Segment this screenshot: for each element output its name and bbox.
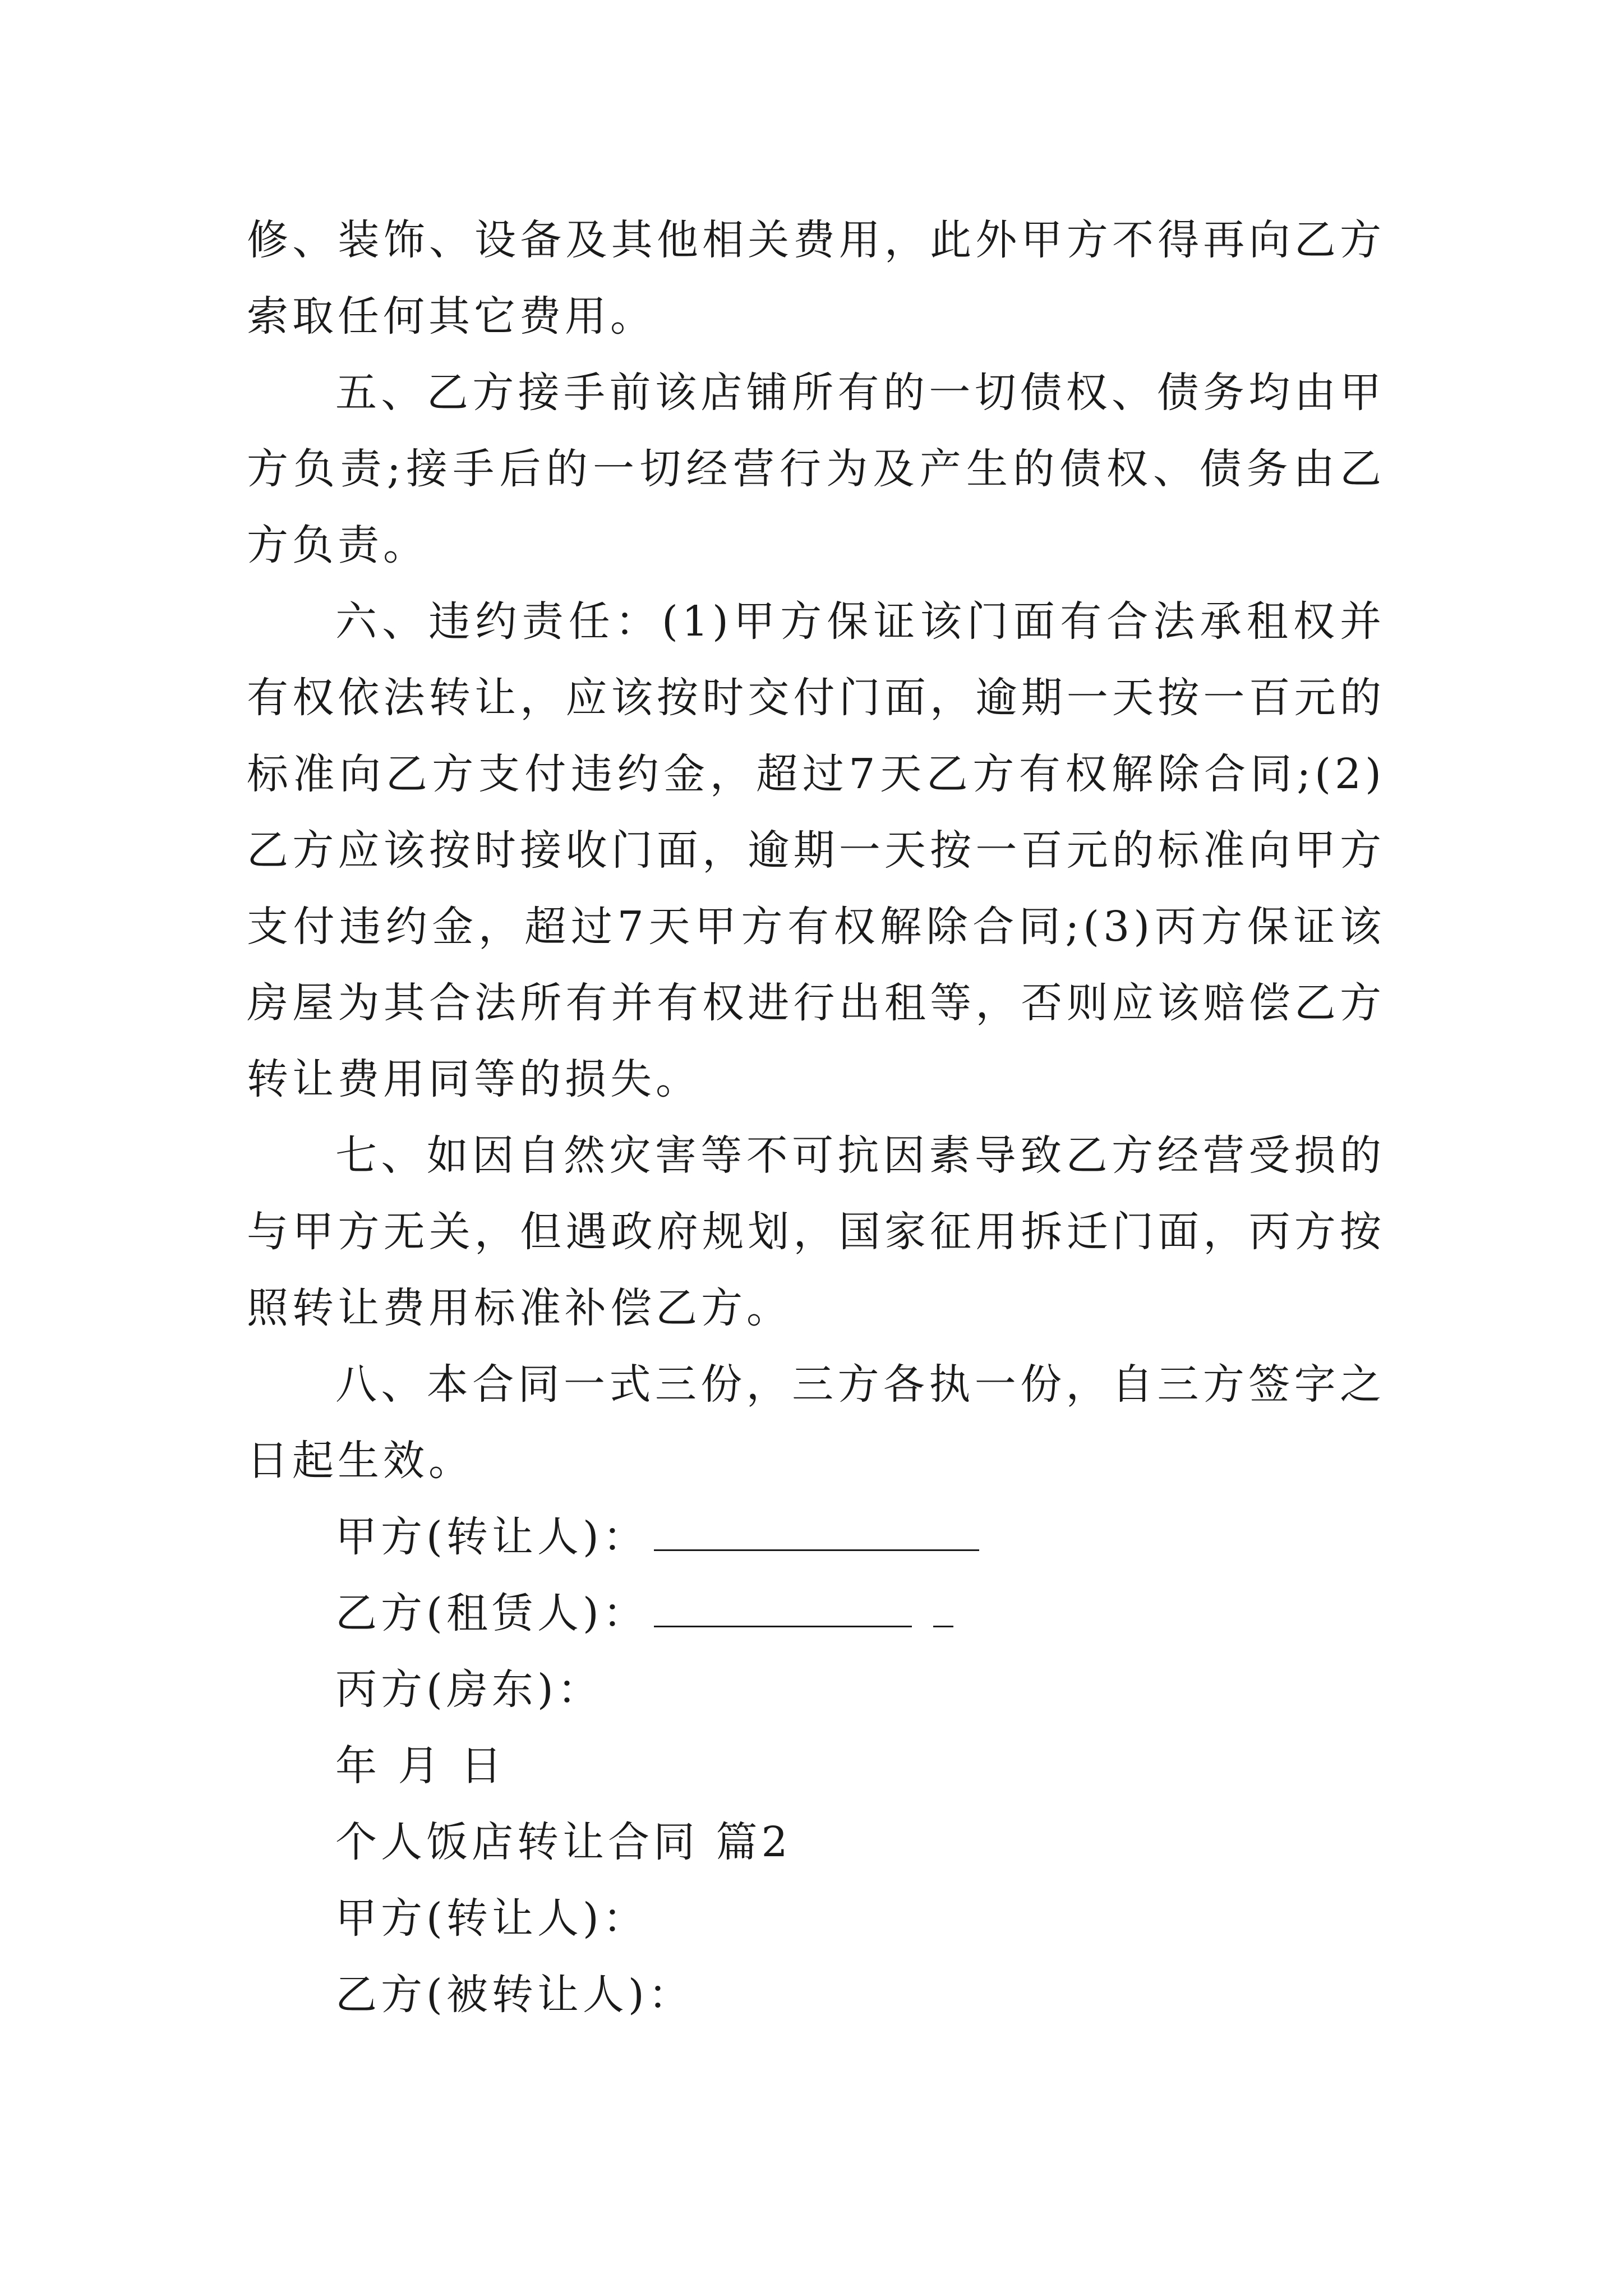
paragraph-clause-8: 八、本合同一式三份，三方各执一份，自三方签字之日起生效。	[247, 1360, 1385, 1485]
paragraph-clause-6: 六、违约责任：(1)甲方保证该门面有合法承租权并有权依法转让，应该按时交付门面，逾期一天按一百元的标准向乙方支付违约金，超过7天乙方有权解除合同;(2)乙方应该按时接收门面，逾期一天按一百元的标准向甲方支付违约金，超过7天甲方有权解除合同;(3)丙方保证该房屋为其合法所有并有权进行出租等，否则应该赔偿乙方转让费用同等的损失。	[247, 597, 1385, 1103]
paragraph-clause-7: 七、如因自然灾害等不可抗因素导致乙方经营受损的与甲方无关，但遇政府规划，国家征用拆迁门面，丙方按照转让费用标准补偿乙方。	[247, 1131, 1385, 1332]
signature-blank-party-b-extra	[933, 1592, 953, 1627]
signature-line-party-c: 丙方(房东)：	[335, 1665, 603, 1714]
section-2-party-b: 乙方(被转让人)：	[335, 1971, 694, 2019]
signature-line-party-b	[247, 1575, 1385, 1651]
document-body	[247, 202, 1385, 2033]
signature-label-party-a: 甲方(转让人)：	[335, 1513, 648, 1561]
signature-label-party-b: 乙方(租赁人)：	[335, 1589, 648, 1637]
section-2-party-a: 甲方(转让人)：	[335, 1894, 648, 1943]
signature-blank-party-b	[654, 1592, 912, 1627]
section-2-title: 个人饭店转让合同 篇2	[335, 1818, 792, 1866]
signature-date: 年 月 日	[335, 1742, 506, 1790]
signature-line-party-a	[247, 1499, 1385, 1575]
signature-blank-party-a	[654, 1516, 979, 1551]
paragraph-continuation: 修、装饰、设备及其他相关费用，此外甲方不得再向乙方索取任何其它费用。	[247, 216, 1385, 341]
paragraph-clause-5: 五、乙方接手前该店铺所有的一切债权、债务均由甲方负责;接手后的一切经营行为及产生的债权、债务由乙方负责。	[247, 369, 1385, 569]
